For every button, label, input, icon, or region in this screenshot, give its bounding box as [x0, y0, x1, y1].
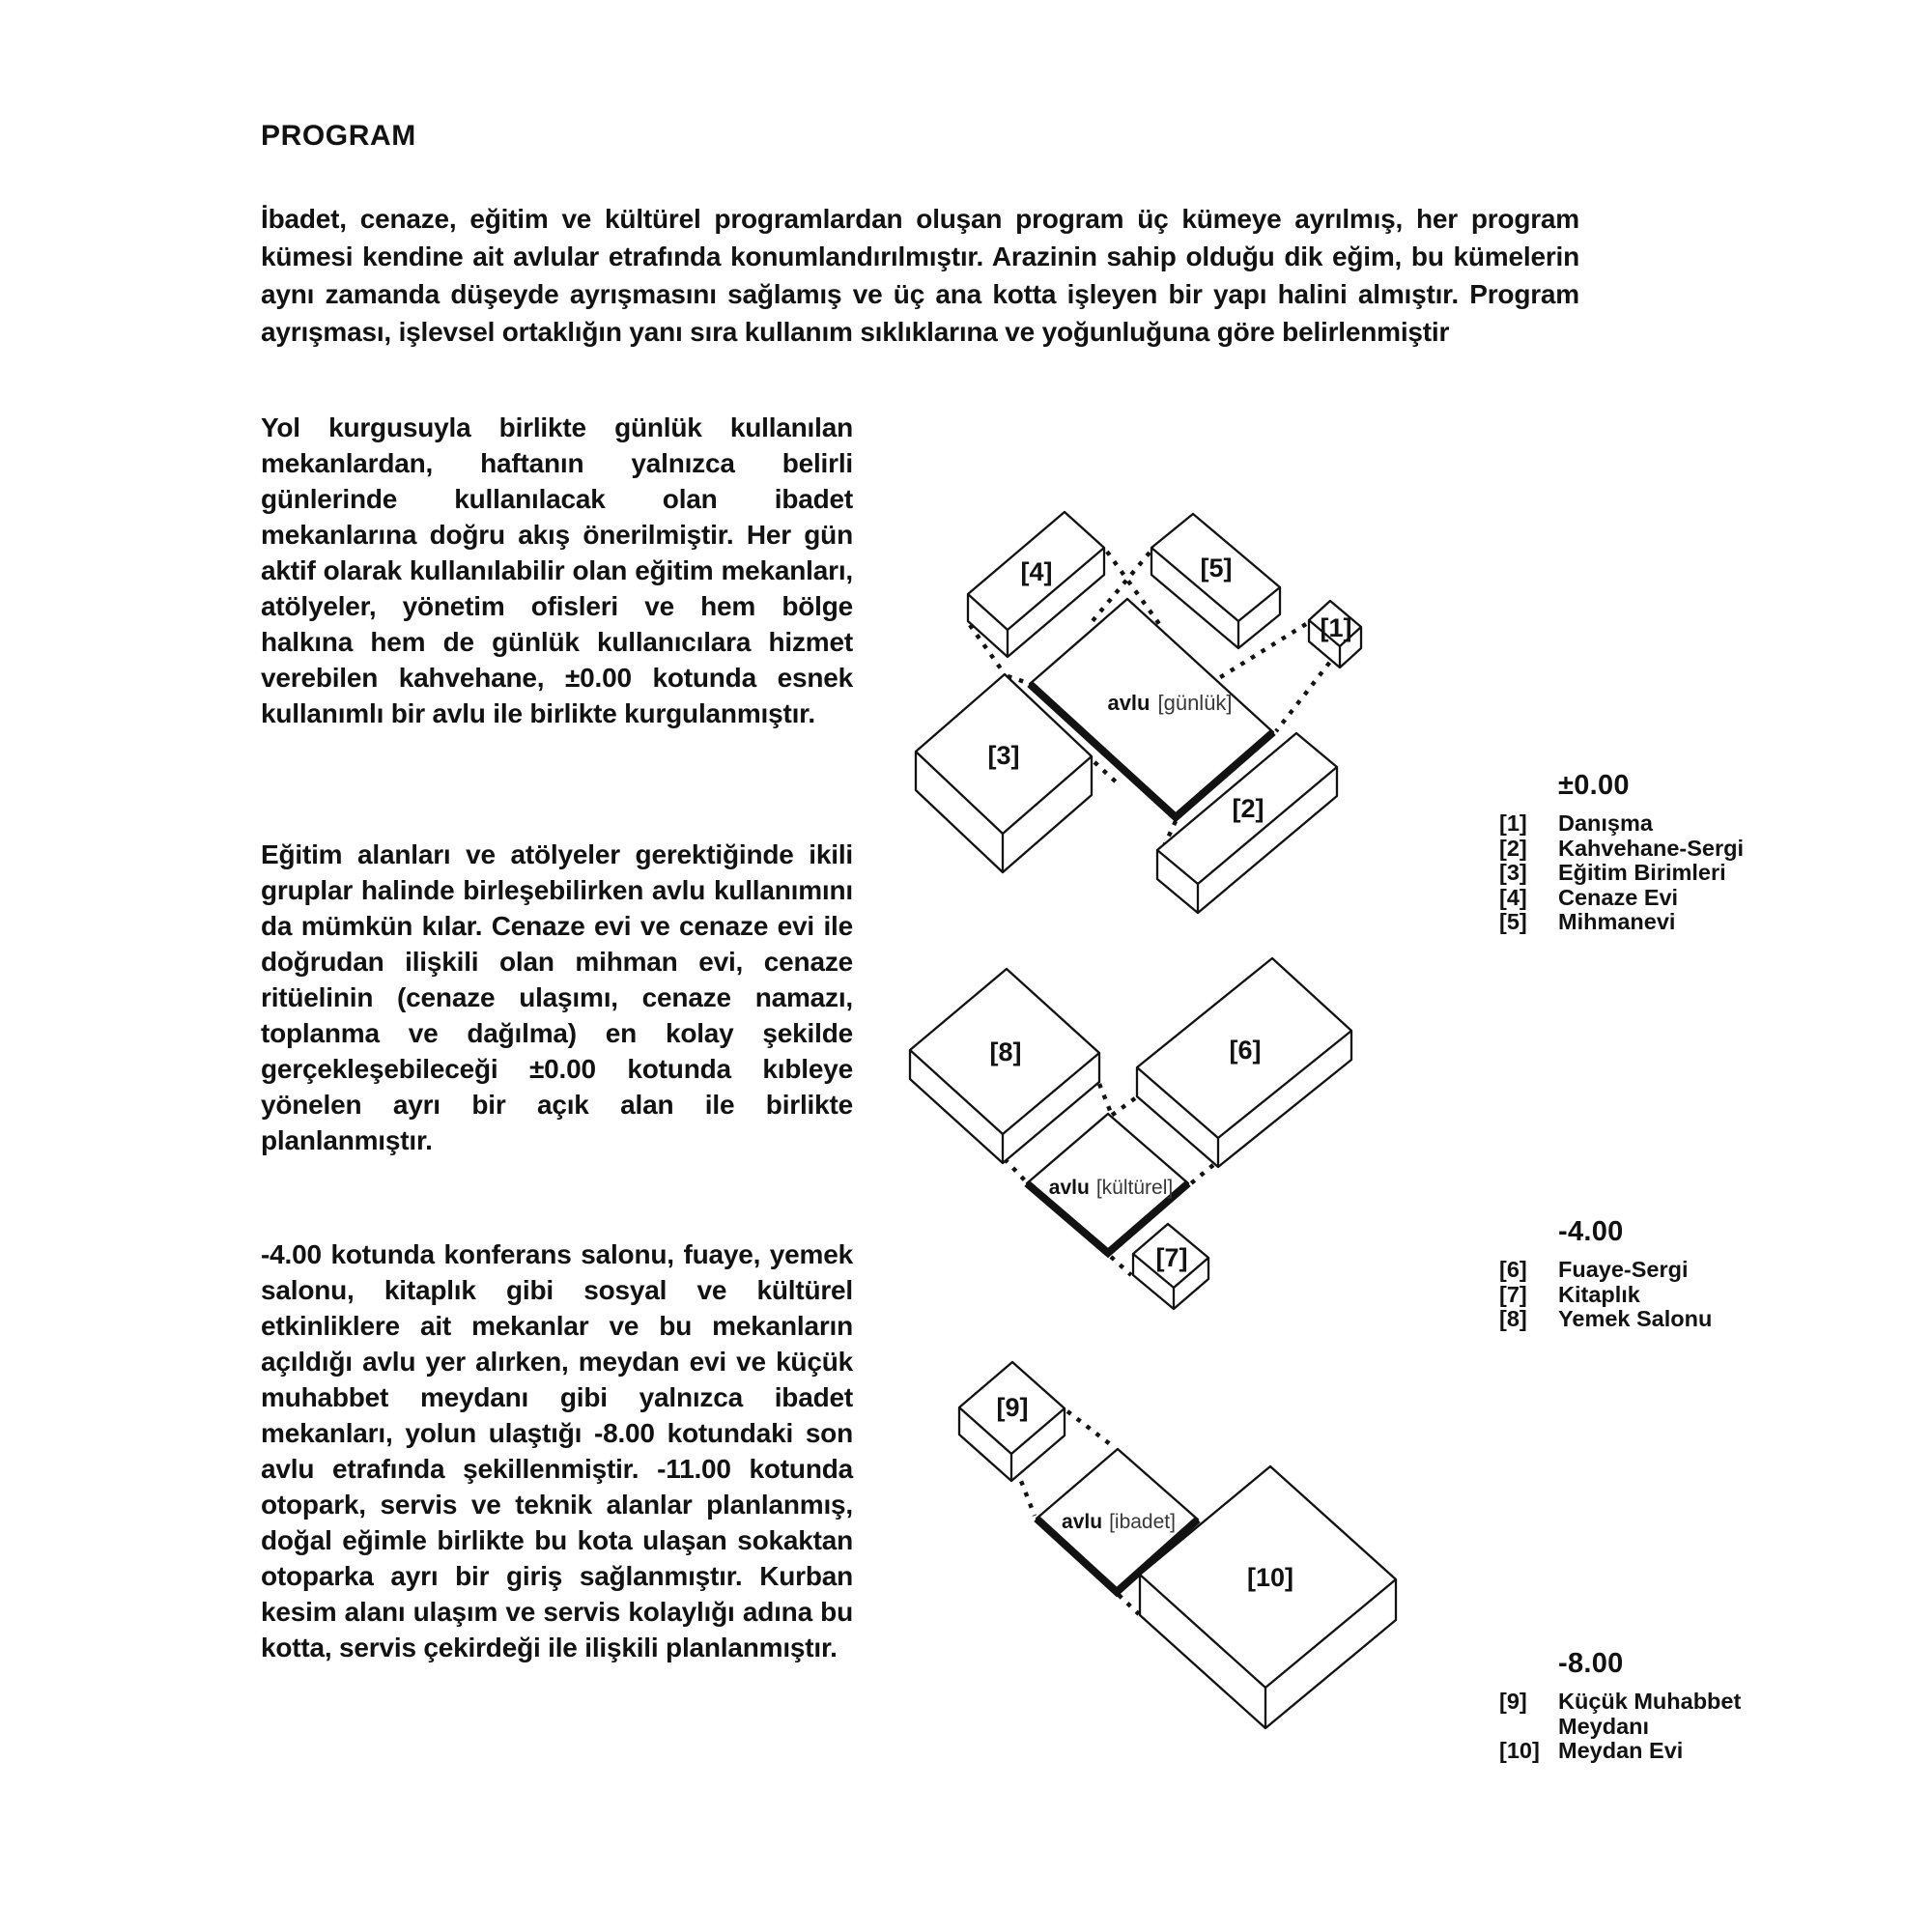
box-9-label: [9]: [996, 1393, 1029, 1422]
legend-level-0: [1499, 770, 1760, 935]
legend-item-name: Eğitim Birimleri: [1558, 860, 1726, 885]
legend-item: [1499, 1283, 1760, 1308]
legend-item-name: Danışma: [1558, 810, 1653, 836]
legend-item: [1499, 1690, 1760, 1739]
body-paragraph-2: Eğitim alanları ve atölyeler gerektiğinde ikili gruplar halinde birleşebilirken avlu kullanımını da mümkün kılar. Cenaze evi ve cenaze evi ile doğrudan ilişkili olan mihman evi, cenaze ritüelinin (cenaze ulaşımı, cenaze namazı, toplanma ve dağılma) en kolay şekilde gerçekleşebileceği ±0.00 kotunda kıbleye yönelen ayrı bir açık alan ile birlikte planlanmıştır.: [261, 839, 853, 1155]
legend-item: [1499, 811, 1760, 837]
legend-item: [1499, 1739, 1760, 1764]
diagram-gunluk: [898, 478, 1381, 932]
dotted-connector: [1111, 1257, 1131, 1275]
intro-paragraph: İbadet, cenaze, eğitim ve kültürel programlardan oluşan program üç kümeye ayrılmış, her program kümesi kendine ait avlular etrafında konumlandırılmıştır. Arazinin sahip olduğu dik eğim, bu kümelerin aynı zamanda düşeyde ayrışmasını sağlamış ve üç ana kotta işleyen bir yapı halini almıştır. Program ayrışması, işlevsel ortaklığın yanı sıra kullanım sıklıklarına ve yoğunluğuna göre belirlenmiştir: [261, 204, 1579, 347]
legend-item-name: Küçük Muhabbet Meydanı: [1558, 1689, 1742, 1739]
legend-item: [1499, 861, 1760, 886]
legend-level-minus8-title: -8.00: [1558, 1648, 1624, 1679]
dotted-connector: [1067, 1411, 1114, 1447]
box-6-label: [6]: [1229, 1036, 1262, 1065]
legend-item-num: [8]: [1499, 1306, 1527, 1331]
legend-item-name: Meydan Evi: [1558, 1738, 1684, 1763]
dotted-connector: [1099, 1084, 1111, 1113]
legend-item: [1499, 1307, 1760, 1332]
legend-item: [1499, 1258, 1760, 1283]
legend-level-minus4-title: -4.00: [1558, 1216, 1624, 1247]
box-3-label: [3]: [987, 741, 1020, 770]
legend-item-name: Cenaze Evi: [1558, 884, 1679, 910]
box-2-label: [2]: [1232, 794, 1264, 823]
dotted-connector: [1191, 1165, 1213, 1183]
legend-item-num: [4]: [1499, 884, 1527, 910]
courtyard-kulturel-label: avlu [kültürel]: [1048, 1177, 1174, 1199]
legend-item-num: [6]: [1499, 1257, 1527, 1282]
diagram-kulturel: [898, 952, 1362, 1319]
dotted-connector: [1119, 1595, 1139, 1614]
legend-item-name: Mihmanevi: [1558, 909, 1676, 934]
legend-item-num: [5]: [1499, 909, 1527, 934]
legend-level-minus8: [1499, 1648, 1760, 1764]
legend-item-num: [1]: [1499, 810, 1527, 836]
legend-item: [1499, 886, 1760, 911]
box-5-label: [5]: [1200, 554, 1233, 582]
legend-item-name: Yemek Salonu: [1558, 1306, 1713, 1331]
legend-item-num: [9]: [1499, 1689, 1527, 1714]
box-10-label: [10]: [1246, 1563, 1294, 1592]
dotted-connector: [1005, 1159, 1025, 1180]
legend-item-name: Kahvehane-Sergi: [1558, 835, 1744, 861]
courtyard-ibadet-label: avlu [ibadet]: [1062, 1511, 1176, 1533]
diagram-ibadet: [927, 1348, 1410, 1734]
legend-item-num: [7]: [1499, 1281, 1527, 1307]
legend-item-num: [3]: [1499, 860, 1527, 885]
legend-item-num: [2]: [1499, 835, 1527, 861]
legend-item-num: [10]: [1499, 1738, 1540, 1763]
box-7-label: [7]: [1155, 1243, 1188, 1272]
page-title: PROGRAM: [261, 120, 416, 152]
box-8-label: [8]: [989, 1037, 1022, 1066]
legend-level-minus4: [1499, 1216, 1760, 1332]
legend-item-name: Fuaye-Sergi: [1558, 1257, 1689, 1282]
legend-item: [1499, 837, 1760, 862]
legend-item-name: Kitaplık: [1558, 1281, 1640, 1307]
body-paragraph-1: Yol kurgusuyla birlikte günlük kullanılan mekanlardan, haftanın yalnızca belirli günlerinde kullanılacak olan ibadet mekanlarına doğru akış önerilmiştir. Her gün aktif olarak kullanılabilir olan eğitim mekanları, atölyeler, yönetim ofisleri ve hem bölge halkına hem de günlük kullanıcılara hizmet verebilen kahvehane, ±0.00 kotunda esnek kullanımlı bir avlu ile birlikte kurgulanmıştır.: [261, 412, 853, 728]
courtyard-gunluk-label: avlu [günlük]: [1107, 691, 1233, 715]
box-1-label: [1]: [1320, 613, 1352, 642]
dotted-connector: [1276, 653, 1337, 731]
legend-level-0-title: ±0.00: [1558, 770, 1630, 801]
body-paragraph-3: -4.00 kotunda konferans salonu, fuaye, yemek salonu, kitaplık gibi sosyal ve kültürel etkinliklere ait mekanlar ve bu mekanların açıldığı avlu yer alırken, meydan evi ve küçük muhabbet meydanı gibi yalnızca ibadet mekanları, yolun ulaştığı -8.00 kotundaki son avlu etrafında şekillenmiştir. -11.00 kotunda otopark, servis ve teknik alanlar planlanmış, doğal eğimle birlikte bu kota ulaşan sokaktan otoparka ayrı bir giriş sağlanmıştır. Kurban kesim alanı ulaşım ve servis kolaylığı adına bu kotta, servis çekirdeği ile ilişkili planlanmıştır.: [261, 1239, 853, 1662]
box-4-label: [4]: [1020, 557, 1053, 586]
legend-item: [1499, 910, 1760, 935]
